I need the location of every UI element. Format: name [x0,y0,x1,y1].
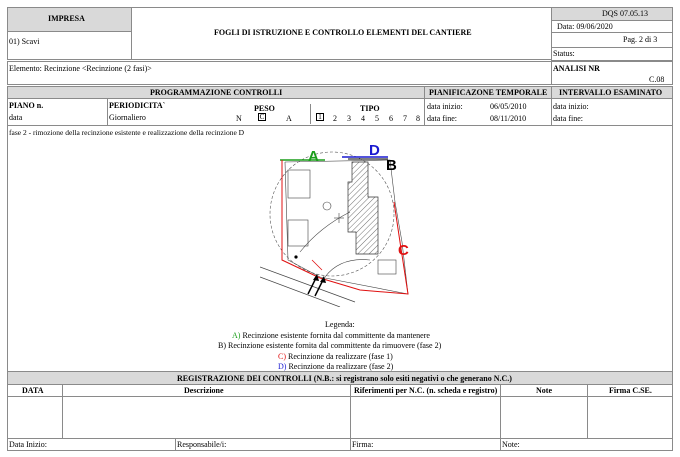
phase-description: fase 2 - rimozione della recinzione esistente e realizzazione della recinzione D [9,128,245,137]
legend-key-b: B) [218,341,226,350]
legend-item-a [232,331,430,340]
record-cell-data[interactable] [7,396,63,439]
legend-text-a: Recinzione esistente fornita dal committente da mantenere [240,331,430,340]
periodicita-label: PERIODICITA` [109,101,166,110]
company-label: IMPRESA [48,14,85,23]
legend-title: Legenda: [325,320,355,329]
drawing-label-d: D [369,142,380,159]
drawing-label-a: A [308,148,319,165]
programmazione-title: PROGRAMMAZIONE CONTROLLI [150,88,283,97]
site-box-1 [288,170,310,198]
record-cell-firma[interactable] [587,396,673,439]
legend-item-c [278,352,393,361]
legend-key-a: A) [232,331,241,340]
peso-tipo-divider [310,104,311,124]
tipo-option-1[interactable]: 1 [316,113,324,121]
drawing-label-c: C [398,242,409,259]
footer-notes-label: Note: [502,440,520,449]
tipo-option-7: 7 [403,114,407,123]
record-cell-note[interactable] [500,396,588,439]
tipo-label: TIPO [360,104,380,113]
col-header-riferimenti-label: Riferimenti per N.C. (n. scheda e registro) [354,386,498,395]
plan-start-value: 06/05/2010 [490,102,527,111]
periodicita-value: Giornaliero [109,113,146,122]
peso-option-c[interactable]: C [259,113,265,121]
analysis-label: ANALISI NR [553,64,600,73]
peso-option-n: N [236,114,242,123]
plan-end-label: data fine: [427,114,457,123]
site-tree [323,202,331,210]
page-number: Pag. 2 di 3 [623,35,658,44]
peso-option-a: A [286,114,292,123]
intervallo-title: INTERVALLO ESAMINATO [559,88,663,97]
interval-end-label: data fine: [553,114,583,123]
gate-red [312,260,322,270]
site-curve [325,260,370,277]
status-label: Status: [553,49,575,58]
footer-notes-cell[interactable] [500,438,673,451]
interval-start-label: data inizio: [553,102,589,111]
doc-title: FOGLI DI ISTRUZIONE E CONTROLLO ELEMENTI DEL CANTIERE [214,28,472,37]
piano-data-label: data [9,113,23,122]
legend-key-c: C) [278,352,286,361]
record-cell-descrizione[interactable] [62,396,351,439]
tipo-option-4: 4 [361,114,365,123]
tipo-option-5: 5 [375,114,379,123]
doc-code: DQS 07.05.13 [602,9,649,18]
legend-text-c: Recinzione da realizzare (fase 1) [286,352,393,361]
legend-text-d: Recinzione da realizzare (fase 2) [286,362,394,371]
col-header-firma-label: Firma C.SE. [609,386,652,395]
plan-start-label: data inizio: [427,102,463,111]
analysis-value: C.08 [649,75,665,84]
category-text: 01) Scavi [9,37,40,46]
tipo-option-6: 6 [389,114,393,123]
plan-end-value: 08/11/2010 [490,114,527,123]
legend-key-d: D) [278,362,287,371]
col-header-data-label: DATA [22,386,44,395]
site-box-3 [378,260,396,274]
registrazione-title: REGISTRAZIONE DEI CONTROLLI (N.B.: si registrano solo esiti negativi o che generano N.C.) [177,374,512,383]
col-header-note-label: Note [536,386,552,395]
gate-post [294,255,297,258]
col-header-descrizione-label: Descrizione [184,386,224,395]
site-box-2 [288,220,308,246]
legend-item-b [218,341,441,350]
legend-item-d [278,362,393,371]
record-cell-riferimenti[interactable] [350,396,501,439]
hatched-building [348,162,378,254]
legend-text-b: Recinzione esistente fornita dal committente da rimuovere (fase 2) [226,341,442,350]
drawing-label-b: B [386,157,397,174]
footer-manager-label: Responsabile/i: [177,440,227,449]
footer-signature-label: Firma: [352,440,374,449]
peso-label: PESO [254,104,275,113]
tipo-option-8: 8 [416,114,420,123]
piano-label: PIANO n. [9,101,44,110]
pianificazione-title: PIANIFICAZONE TEMPORALE [429,88,548,97]
footer-start-label: Data Inizio: [9,440,47,449]
element-label: Elemento: Recinzione <Recinzione (2 fasi)> [9,64,152,73]
tipo-option-2: 2 [333,114,337,123]
tipo-option-3: 3 [347,114,351,123]
doc-date: Data: 09/06/2020 [557,22,613,31]
